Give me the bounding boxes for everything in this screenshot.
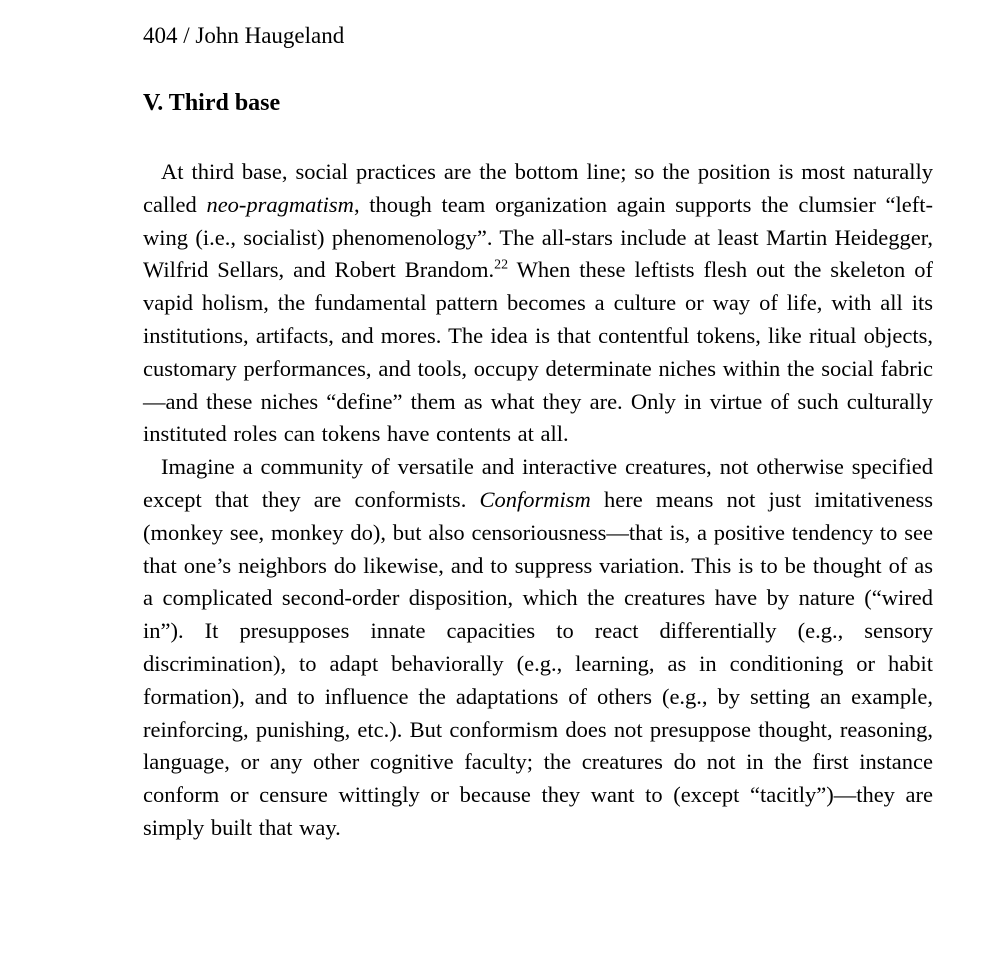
text-run: At third base, social practices are the bottom line; so the position is most naturally called [143,159,933,217]
text-run: Conformism [479,486,591,512]
page-content [143,22,933,845]
footnote-marker: 22 [494,257,509,273]
paragraph [143,156,933,451]
text-run: neo-pragmatism [206,191,354,217]
section-title: V. Third base [143,90,281,116]
paragraph [143,451,933,845]
text-run: , though team organization again supports the clumsier “left-wing (i.e., socialist) phenomenology”. The all-stars include at least Martin Heidegger, Wilfrid Sellars, and Robert Brandom. [143,191,933,283]
text-run: here means not just imitativeness (monkey see, monkey do), but also censoriousness—that is, a positive tendency to see that one’s neighbors do likewise, and to suppress variation. This is to be thought of as a complicated second-order disposition, which the creatures have by nature (“wired in”). It presupposes innate capacities to react differentially (e.g., sensory discrimination), to adapt behaviorally (e.g., learning, as in conditioning or habit formation), and to influence the adaptations of others (e.g., by setting an example, reinforcing, punishing, etc.). But conformism does not presuppose thought, reasoning, language, or any other cognitive faculty; the creatures do not in the first instance conform or censure wittingly or because they want to (except “tacitly”)—they are simply built that way. [143,486,933,840]
running-header: 404 / John Haugeland [143,23,345,48]
text-run: When these leftists flesh out the skeleton of vapid holism, the fundamental pattern becomes a culture or way of life, with all its institutions, artifacts, and mores. The idea is that contentful tokens, like ritual objects, customary performances, and tools, occupy determinate niches within the social fabric—and these niches “define” them as what they are. Only in virtue of such culturally instituted roles can tokens have contents at all. [143,257,933,447]
text-run: Imagine a community of versatile and interactive creatures, not otherwise specified except that they are conformists. [143,454,933,512]
document-body [143,156,933,845]
